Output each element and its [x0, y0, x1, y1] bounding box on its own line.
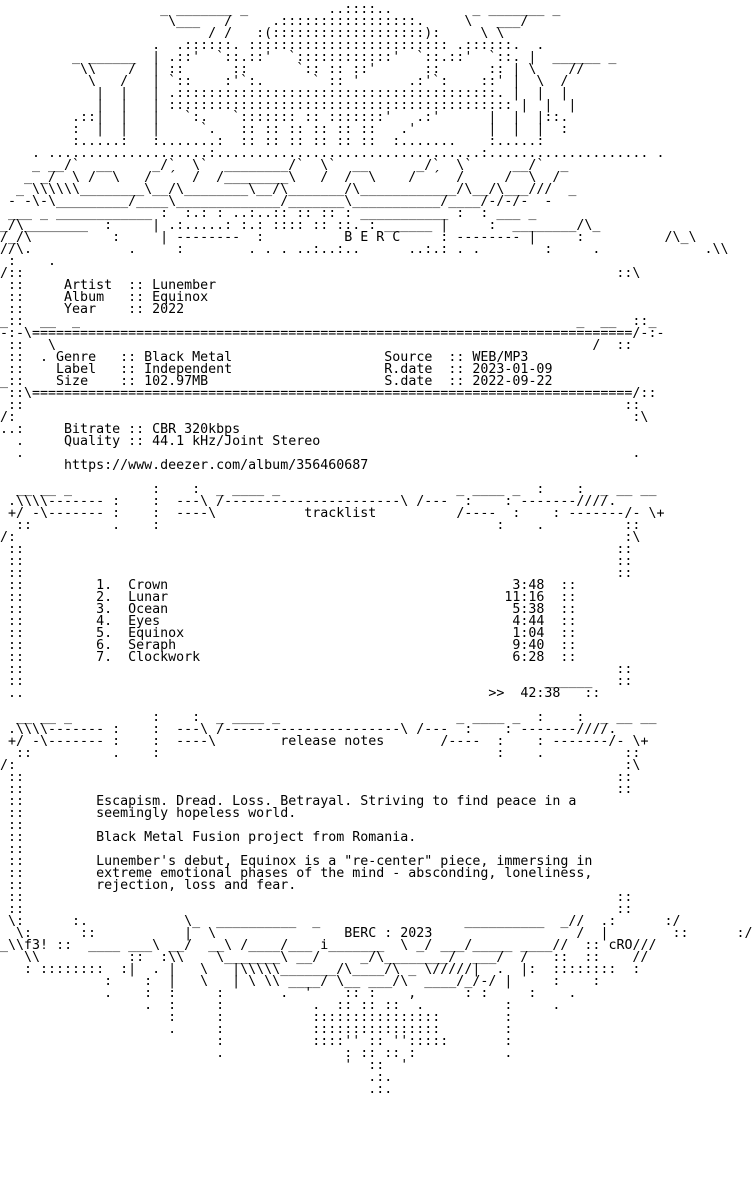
border-line: . . [0, 446, 641, 461]
border-line: :: \ / :: [0, 338, 633, 353]
info-bitrate: ..: Bitrate :: CBR 320kbps [0, 422, 241, 437]
art-top-line: _ __/` __ _/` \` ________/` \` __ _/` \` __/` _ [0, 158, 569, 173]
footer-left-tag: f3! [24, 938, 49, 953]
art-bottom-line: .:. [0, 1082, 393, 1097]
quality-label: Quality [64, 434, 121, 449]
release-note-text: Lunember's debut, Equinox is a "re-center" piece, immersing in [96, 854, 593, 869]
source-value: WEB/MP3 [472, 350, 529, 365]
art-top-line: :.....: :.......: :: :: :: :: :: :: :....... :.....: [0, 134, 545, 149]
art-top-line: . ....................:.................................:.................... . [0, 146, 665, 161]
track-duration: 11:16 [504, 590, 545, 605]
art-bottom-line: . : :::::::::::::::: : [0, 1022, 513, 1037]
track-duration: 5:38 [512, 602, 545, 617]
artist-value: Lunember [152, 278, 217, 293]
border-line: _:: __ _ _ __ ::_ [0, 314, 657, 329]
art-bottom-line: : ::::'' :: ''::::: : [0, 1034, 513, 1049]
release-note-text: seemingly hopeless world. [96, 806, 297, 821]
footer-tags: _\\f3! :: ____ ___\ __/ __\ /____/___ i_______ \ _/ ___/_____ ____// :: cRO/// [0, 938, 657, 953]
art-top-line: .::| | | `:. `::::::: :: :::::::' .:' | | |::. [0, 110, 569, 125]
genre-value: Black Metal [144, 350, 233, 365]
art-top-line: \ / | `:: :'`:. ` :: ' .:'`: ::' | \ / [0, 74, 569, 89]
track-duration: 6:28 [512, 650, 545, 665]
rdate-label: R.date [384, 362, 433, 377]
source-label: Source [384, 350, 433, 365]
border-line: /: :\ [0, 530, 641, 545]
track-title: Seraph [128, 638, 177, 653]
tracklist-total: .. >> 42:38 :: [0, 686, 601, 701]
art-bottom-line: : : :::::::::::::::: : [0, 1010, 513, 1025]
sdate-label: S.date [384, 374, 433, 389]
art-top-line: //\. . : . . . ..:..:.. ..:.: . . : . .\\ [0, 242, 729, 257]
track-row: :: 3. Ocean 5:38 :: [0, 602, 577, 617]
footer-group: BERC [344, 926, 377, 941]
total-duration: 42:38 [520, 686, 561, 701]
art-bottom-line: . : :: :: : . [0, 1046, 513, 1061]
track-row: :: 4. Eyes 4:44 :: [0, 614, 577, 629]
tracklist-header: +/ -\------- : : ----\ tracklist /---- : : -------/- \+ [0, 506, 665, 521]
art-top-line: . .::::::. ::::::::::::::::::::::::: .::::::. . [0, 38, 545, 53]
art-bottom-line: . : : . :: :: :: . : . [0, 998, 561, 1013]
size-label: Size [56, 374, 89, 389]
track-title: Eyes [128, 614, 161, 629]
tracklist-title: tracklist [304, 506, 377, 521]
border-line: :: :: [0, 398, 641, 413]
track-title: Crown [128, 578, 169, 593]
release-note-line: :: [0, 818, 97, 833]
border-line: :: :: [0, 890, 633, 905]
border-line: :: ______ :: [0, 674, 633, 689]
border-line: :: :: [0, 782, 633, 797]
release-note-line: :: Lunember's debut, Equinox is a "re-center" piece, immersing in [0, 854, 593, 869]
art-bottom-line: .:. [0, 1070, 393, 1085]
art-top-line: | | | ::::::::::::::::::::::::::::::::::::::::::: | | | [0, 98, 577, 113]
track-duration: 3:48 [512, 578, 545, 593]
track-row: :: 5. Equinox 1:04 :: [0, 626, 577, 641]
label-label: Label [56, 362, 97, 377]
release-note-line: :: [0, 842, 97, 857]
footer-credit: \: :: | \ BERC : 2023 / | :: :/ [0, 926, 753, 941]
info-year: :: Year :: 2022 [0, 302, 185, 317]
section-border: :: . : : . :: [0, 746, 641, 761]
release-note-text: rejection, loss and fear. [96, 878, 297, 893]
track-title: Clockwork [128, 650, 201, 665]
track-title: Equinox [128, 626, 185, 641]
art-top-line: _ _/ \ / \ / ´ / /________\ / / \ / ´ / / \ / [0, 170, 561, 185]
border-line: :: :: [0, 770, 633, 785]
border-line: :: :: [0, 902, 633, 917]
track-number: 1. [96, 578, 113, 593]
art-top-line: _ _______ _ ..::::.. _ _______ _ [0, 2, 561, 17]
track-row: :: 6. Seraph 9:40 :: [0, 638, 577, 653]
section-border: :: . : : . :: [0, 518, 641, 533]
footer-right-tag: cRO [608, 938, 633, 953]
art-bottom-line: . : : : . ' :: : , : : : . [0, 986, 577, 1001]
year-label: Year [64, 302, 97, 317]
release-notes-title: release notes [280, 734, 385, 749]
art-top-line: _ ______ | .::' `::.::' `::::::::::::' `::.::' `::. | ______ _ [0, 50, 617, 65]
track-title: Lunar [128, 590, 169, 605]
art-top-line: \\ / | :: :: `:: :: ::' :: :: | \ // [0, 62, 585, 77]
divider-line: ::\===========================================================================/:: [0, 386, 657, 401]
track-row: :: 1. Crown 3:48 :: [0, 578, 577, 593]
info-artist: :: Artist :: Lunember [0, 278, 217, 293]
art-top-line: _ \\\\\\________\__/\________\__/\_______/\____________/\__/\___/// _ [0, 182, 577, 197]
notes-header: +/ -\------- : : ----\ release notes /---- : : -------/- \+ [0, 734, 649, 749]
info-quality: . Quality :: 44.1 kHz/Joint Stereo [0, 434, 321, 449]
track-duration: 4:44 [512, 614, 545, 629]
release-note-line: :: extreme emotional phases of the mind - absconding, loneliness, [0, 866, 593, 881]
art-top-line: _/\________ : | .:.....: :.: :::: :: ::. : ______ | : ________/\_ [0, 218, 601, 233]
info-url [0, 460, 640, 472]
bitrate-label: Bitrate [64, 422, 121, 437]
footer-year: 2023 [400, 926, 433, 941]
track-row: :: 2. Lunar 11:16 :: [0, 590, 577, 605]
art-bottom-line: : :::::::: :| . | \ |\\\\\_______/\____/\ _ \/////| . |: :::::::: : [0, 962, 641, 977]
border-line: :: :: [0, 662, 633, 677]
track-duration: 9:40 [512, 638, 545, 653]
album-label: Album [64, 290, 105, 305]
label-value: Independent [144, 362, 233, 377]
sdate-value: 2022-09-22 [472, 374, 553, 389]
section-border: .\\\\------- : : ---\ /----------------------\ /--- : : -------////. [0, 494, 617, 509]
release-note-line: :: Black Metal Fusion project from Romania. [0, 830, 417, 845]
total-prefix: >> [488, 686, 505, 701]
border-line: /:: ::\ [0, 266, 641, 281]
art-top-line: ___ _ ____________ : :.: : ..:..:: :: :: : ___________ : : ___ _ [0, 206, 537, 221]
section-border: .\\\\------- : : ---\ /----------------------\ /--- : : -------////. [0, 722, 617, 737]
nfo-document [0, 2, 753, 1097]
release-note-line: :: seemingly hopeless world. [0, 806, 297, 821]
genre-label: Genre [56, 350, 97, 365]
border-line: :: :: [0, 554, 633, 569]
border-line: /: :\ [0, 410, 649, 425]
track-number: 5. [96, 626, 113, 641]
section-border: __ __ _ : : _ ____ _ _ ____ _ : : _ __ __ [0, 710, 657, 725]
release-note-text: Black Metal Fusion project from Romania. [96, 830, 417, 845]
info-row-2: :: Label :: Independent R.date :: 2023-01-09 [0, 362, 553, 377]
border-line: :: :: [0, 566, 633, 581]
art-top-line: : | | | `. :: :: :: :: :: :: .' | | | : [0, 122, 569, 137]
source-url: https://www.deezer.com/album/356460687 [64, 458, 369, 473]
release-note-line: :: rejection, loss and fear. [0, 878, 297, 893]
track-duration: 1:04 [512, 626, 545, 641]
art-bottom-line: ' :: ' [0, 1058, 409, 1073]
section-border: __ __ _ : : _ ____ _ _ ____ _ : : _ __ __ [0, 482, 657, 497]
divider-line: -:-\===========================================================================/-:- [0, 326, 665, 341]
track-number: 3. [96, 602, 113, 617]
art-top-line: - -\-\_________/____\_____________/_______\___________/____/-/-/- - [0, 194, 553, 209]
art-top-line: / / :(:::::::::::::::::::): \ \ [0, 26, 505, 41]
album-value: Equinox [152, 290, 209, 305]
border-line: :: :: [0, 542, 633, 557]
bitrate-value: CBR 320kbps [152, 422, 241, 437]
year-value: 2022 [152, 302, 185, 317]
art-bottom-line: \\ :: :\\ \_______\ __/ _/\________/ ___/ / :: :: // [0, 950, 649, 965]
quality-value: 44.1 kHz/Joint Stereo [152, 434, 321, 449]
art-top-line: \___ / .:::::::::::::::::. \ ___/ [0, 14, 529, 29]
release-note-text: extreme emotional phases of the mind - absconding, loneliness, [96, 866, 593, 881]
track-number: 7. [96, 650, 113, 665]
info-row-1: :: . Genre :: Black Metal Source :: WEB/MP3 [0, 350, 529, 365]
track-number: 2. [96, 590, 113, 605]
size-value: 102.97MB [144, 374, 209, 389]
release-note-line: :: Escapism. Dread. Loss. Betrayal. Striving to find peace in a [0, 794, 577, 809]
rdate-value: 2023-01-09 [472, 362, 553, 377]
border-line: : . [0, 254, 641, 269]
info-row-3: _:: Size :: 102.97MB S.date :: 2022-09-22 [0, 374, 553, 389]
info-album: :: Album :: Equinox [0, 290, 209, 305]
border-line: /: :\ [0, 758, 641, 773]
art-top-line: /_/\ : | -------- : B E R C : -------- | : /\_\ [0, 230, 697, 245]
release-note-text: Escapism. Dread. Loss. Betrayal. Striving to find peace in a [96, 794, 577, 809]
art-bottom-line: : : | \ | \ \\ ____/ \__ ___/\ ____/_/-/ | : : [0, 974, 601, 989]
track-number: 6. [96, 638, 113, 653]
track-number: 4. [96, 614, 113, 629]
track-row: :: 7. Clockwork 6:28 :: [0, 650, 577, 665]
track-title: Ocean [128, 602, 169, 617]
art-top-line: | | | .::::::::::::::::::::::::::::::::::::::::. | | | [0, 86, 569, 101]
footer-border: \: :. \_ __________ _ __________ _// .: :/ [0, 914, 681, 929]
artist-label: Artist [64, 278, 113, 293]
